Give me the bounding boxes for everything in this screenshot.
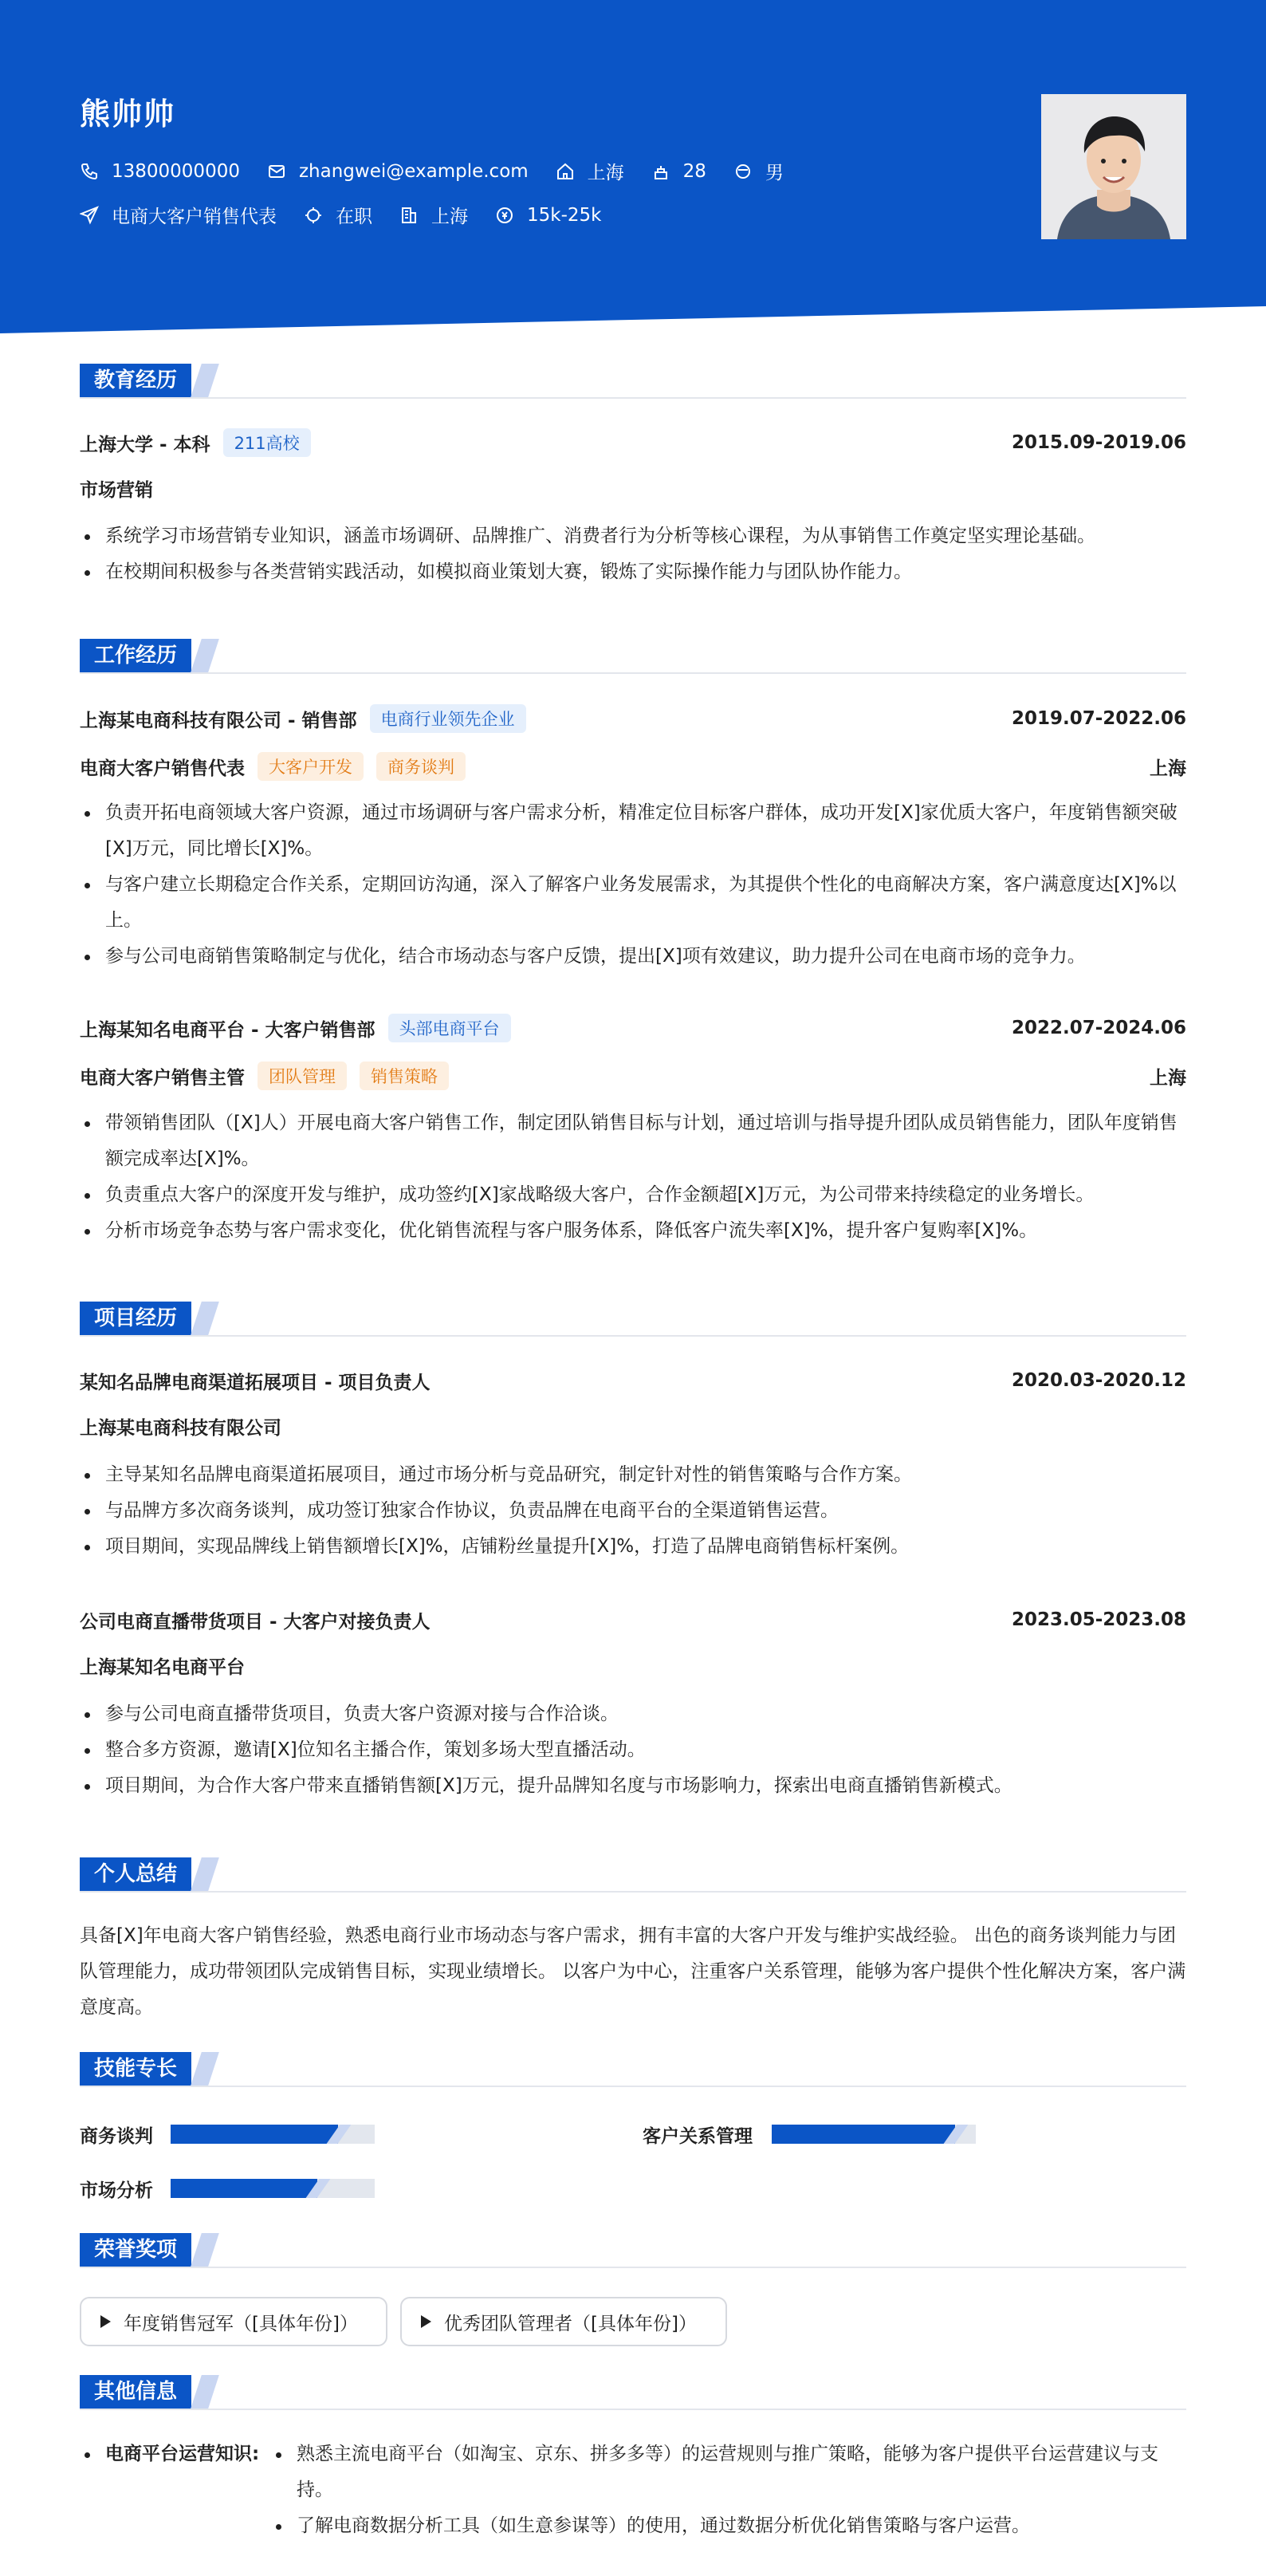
job-target-item	[80, 202, 277, 228]
age-icon	[651, 162, 670, 181]
email-text: zhangwei@example.com	[298, 160, 529, 182]
skill-tag: 销售策略	[360, 1062, 449, 1090]
list-item: 整合多方资源，邀请[X]位知名主播合作，策划多场大型直播活动。	[80, 1732, 1186, 1768]
section-summary-title: 个人总结	[80, 1857, 191, 1891]
contact-row	[80, 158, 811, 184]
work-location: 上海	[1150, 758, 1186, 779]
skill-name: 商务谈判	[80, 2125, 153, 2147]
status-icon	[304, 206, 323, 225]
list-item: 分析市场竞争态势与客户需求变化，优化销售流程与客户服务体系，降低客户流失率[X]%，提升客户复购率[X]%。	[80, 1213, 1186, 1249]
list-item: 参与公司电商直播带货项目，负责大客户资源对接与合作洽谈。	[80, 1696, 1186, 1732]
section-title-accent	[191, 1857, 219, 1891]
work-role-row	[80, 1060, 1186, 1092]
section-work	[80, 639, 1186, 674]
email-item	[267, 161, 529, 182]
skill-level-fill	[171, 2179, 317, 2198]
work-header-row	[80, 1012, 1186, 1044]
company-badge: 电商行业领先企业	[370, 704, 526, 733]
skill-level-fill	[772, 2125, 955, 2144]
section-other	[80, 2375, 1186, 2410]
summary-text: 具备[X]年电商大客户销售经验，熟悉电商行业市场动态与客户需求，拥有丰富的大客户开发与维护实战经验。 出色的商务谈判能力与团队管理能力，成功带领团队完成销售目标，实现业绩增长。 以客户为中心，注重客户关系管理，能够为客户提供个性化解决方案，客户满意度高。	[80, 1925, 1186, 2018]
project-header-row	[80, 1604, 1186, 1636]
company-badge: 头部电商平台	[388, 1014, 511, 1042]
section-title-accent	[191, 2233, 219, 2267]
project-org: 上海某知名电商平台	[80, 1657, 245, 1678]
project-title: 公司电商直播带货项目 - 大客户对接负责人	[80, 1611, 431, 1633]
job-row	[80, 202, 628, 228]
list-item: 了解电商数据分析工具（如生意参谋等）的使用，通过数据分析优化销售策略与客户运营。	[271, 2508, 1186, 2544]
work-role-row	[80, 750, 1186, 782]
skill-level-fill	[171, 2125, 338, 2144]
company-name: 上海某知名电商平台 - 大客户销售部	[80, 1019, 375, 1041]
job-role: 电商大客户销售代表	[80, 758, 245, 779]
project-bullets	[80, 1457, 1186, 1565]
job-target-text: 电商大客户销售代表	[112, 207, 277, 227]
building-icon	[399, 206, 419, 225]
section-title-accent	[191, 2375, 219, 2409]
section-other-title: 其他信息	[80, 2375, 191, 2409]
list-item: 熟悉主流电商平台（如淘宝、京东、拼多多等）的运营规则与推广策略，能够为客户提供平台运营建议与支持。	[271, 2436, 1186, 2508]
section-skills-title: 技能专长	[80, 2052, 191, 2086]
age-item	[651, 161, 706, 182]
section-title-accent	[191, 364, 219, 397]
list-item: 带领销售团队（[X]人）开展电商大客户销售工作，制定团队销售目标与计划，通过培训与指导提升团队成员销售能力，团队年度销售额完成率达[X]%。	[80, 1105, 1186, 1177]
candidate-name: 熊帅帅	[80, 97, 176, 132]
major: 市场营销	[80, 480, 153, 501]
list-item: 负责重点大客户的深度开发与维护，成功签约[X]家战略级大客户，合作金额超[X]万元，为公司带来持续稳定的业务增长。	[80, 1177, 1186, 1213]
section-summary	[80, 1857, 1186, 1893]
project-org: 上海某电商科技有限公司	[80, 1418, 281, 1439]
city-text: 上海	[587, 163, 624, 183]
section-project	[80, 1302, 1186, 1337]
phone-text: 13800000000	[112, 160, 240, 182]
section-title-accent	[191, 2052, 219, 2086]
skill-item	[80, 2121, 399, 2147]
list-item: 系统学习市场营销专业知识，涵盖市场调研、品牌推广、消费者行为分析等核心课程，为从事销售工作奠定坚实理论基础。	[80, 518, 1186, 554]
list-item: 负责开拓电商领域大客户资源，通过市场调研与客户需求分析，精准定位目标客户群体，成功开发[X]家优质大客户，年度销售额突破[X]万元，同比增长[X]%。	[80, 795, 1186, 867]
list-item: 与品牌方多次商务谈判，成功签订独家合作协议，负责品牌在电商平台的全渠道销售运营。	[80, 1493, 1186, 1529]
section-title-accent	[191, 1302, 219, 1335]
section-project-title: 项目经历	[80, 1302, 191, 1335]
send-icon	[80, 206, 99, 225]
section-work-title: 工作经历	[80, 639, 191, 672]
skill-tag: 商务谈判	[376, 752, 466, 781]
other-bullets	[271, 2436, 1186, 2544]
salary-text: 15k-25k	[527, 204, 602, 226]
target-city-text: 上海	[431, 207, 468, 227]
skill-name: 市场分析	[80, 2180, 153, 2201]
section-education	[80, 364, 1186, 399]
section-education-title: 教育经历	[80, 364, 191, 397]
status-item	[304, 202, 372, 228]
list-item: 与客户建立长期稳定合作关系，定期回访沟通，深入了解客户业务发展需求，为其提供个性化的电商解决方案，客户满意度达[X]%以上。	[80, 867, 1186, 939]
gender-text: 男	[765, 163, 784, 183]
education-bullets	[80, 518, 1186, 590]
skill-level-bar	[171, 2125, 375, 2144]
phone-item	[80, 161, 240, 182]
profile-photo	[1041, 94, 1186, 239]
play-icon	[421, 2315, 431, 2328]
gender-icon	[733, 162, 753, 181]
other-label: 电商平台运营知识:	[80, 2436, 259, 2472]
award-item	[400, 2297, 727, 2346]
section-skills	[80, 2052, 1186, 2087]
award-text: 年度销售冠军（[具体年份]）	[124, 2313, 358, 2334]
phone-icon	[80, 162, 99, 181]
home-icon	[556, 162, 575, 181]
skill-tag: 大客户开发	[258, 752, 364, 781]
list-item: 在校期间积极参与各类营销实践活动，如模拟商业策划大赛，锻炼了实际操作能力与团队协作能力。	[80, 554, 1186, 590]
resume-header	[0, 0, 1266, 335]
section-awards-title: 荣誉奖项	[80, 2233, 191, 2267]
skill-tag: 团队管理	[258, 1062, 347, 1090]
status-text: 在职	[336, 207, 372, 227]
city-item	[556, 158, 624, 184]
age-text: 28	[682, 160, 706, 182]
award-item	[80, 2297, 387, 2346]
work-location: 上海	[1150, 1067, 1186, 1089]
project-title: 某知名品牌电商渠道拓展项目 - 项目负责人	[80, 1372, 431, 1393]
skill-level-bar	[772, 2125, 976, 2144]
money-icon	[495, 206, 514, 225]
section-title-accent	[191, 639, 219, 672]
education-date: 2015.09-2019.06	[1011, 432, 1186, 453]
list-item: 参与公司电商销售策略制定与优化，结合市场动态与客户反馈，提出[X]项有效建议，助力提升公司在电商市场的竞争力。	[80, 939, 1186, 975]
list-item: 项目期间，实现品牌线上销售额增长[X]%，店铺粉丝量提升[X]%，打造了品牌电商销售标杆案例。	[80, 1529, 1186, 1565]
work-date: 2019.07-2022.06	[1011, 708, 1186, 729]
company-name: 上海某电商科技有限公司 - 销售部	[80, 710, 357, 731]
mail-icon	[267, 162, 286, 181]
award-text: 优秀团队管理者（[具体年份]）	[444, 2313, 697, 2334]
work-date: 2022.07-2024.06	[1011, 1018, 1186, 1038]
project-date: 2020.03-2020.12	[1011, 1370, 1186, 1391]
section-awards	[80, 2233, 1186, 2268]
school-badge: 211高校	[223, 428, 311, 457]
skill-level-bar	[171, 2179, 375, 2198]
salary-item	[495, 205, 601, 226]
education-header-row	[80, 427, 1186, 459]
project-bullets	[80, 1696, 1186, 1804]
play-icon	[100, 2315, 111, 2328]
target-city-item	[399, 202, 468, 228]
skill-name: 客户关系管理	[643, 2125, 753, 2147]
school-name: 上海大学 - 本科	[80, 434, 210, 455]
gender-item	[733, 158, 784, 184]
job-role: 电商大客户销售主管	[80, 1067, 245, 1089]
project-header-row	[80, 1365, 1186, 1396]
skill-item	[643, 2121, 977, 2147]
project-date: 2023.05-2023.08	[1011, 1609, 1186, 1630]
work-header-row	[80, 703, 1186, 735]
work-bullets	[80, 1105, 1186, 1249]
list-item: 主导某知名品牌电商渠道拓展项目，通过市场分析与竞品研究，制定针对性的销售策略与合作方案。	[80, 1457, 1186, 1493]
list-item: 项目期间，为合作大客户带来直播销售额[X]万元，提升品牌知名度与市场影响力，探索出电商直播销售新模式。	[80, 1768, 1186, 1804]
skill-item	[80, 2176, 399, 2201]
work-bullets	[80, 795, 1186, 975]
